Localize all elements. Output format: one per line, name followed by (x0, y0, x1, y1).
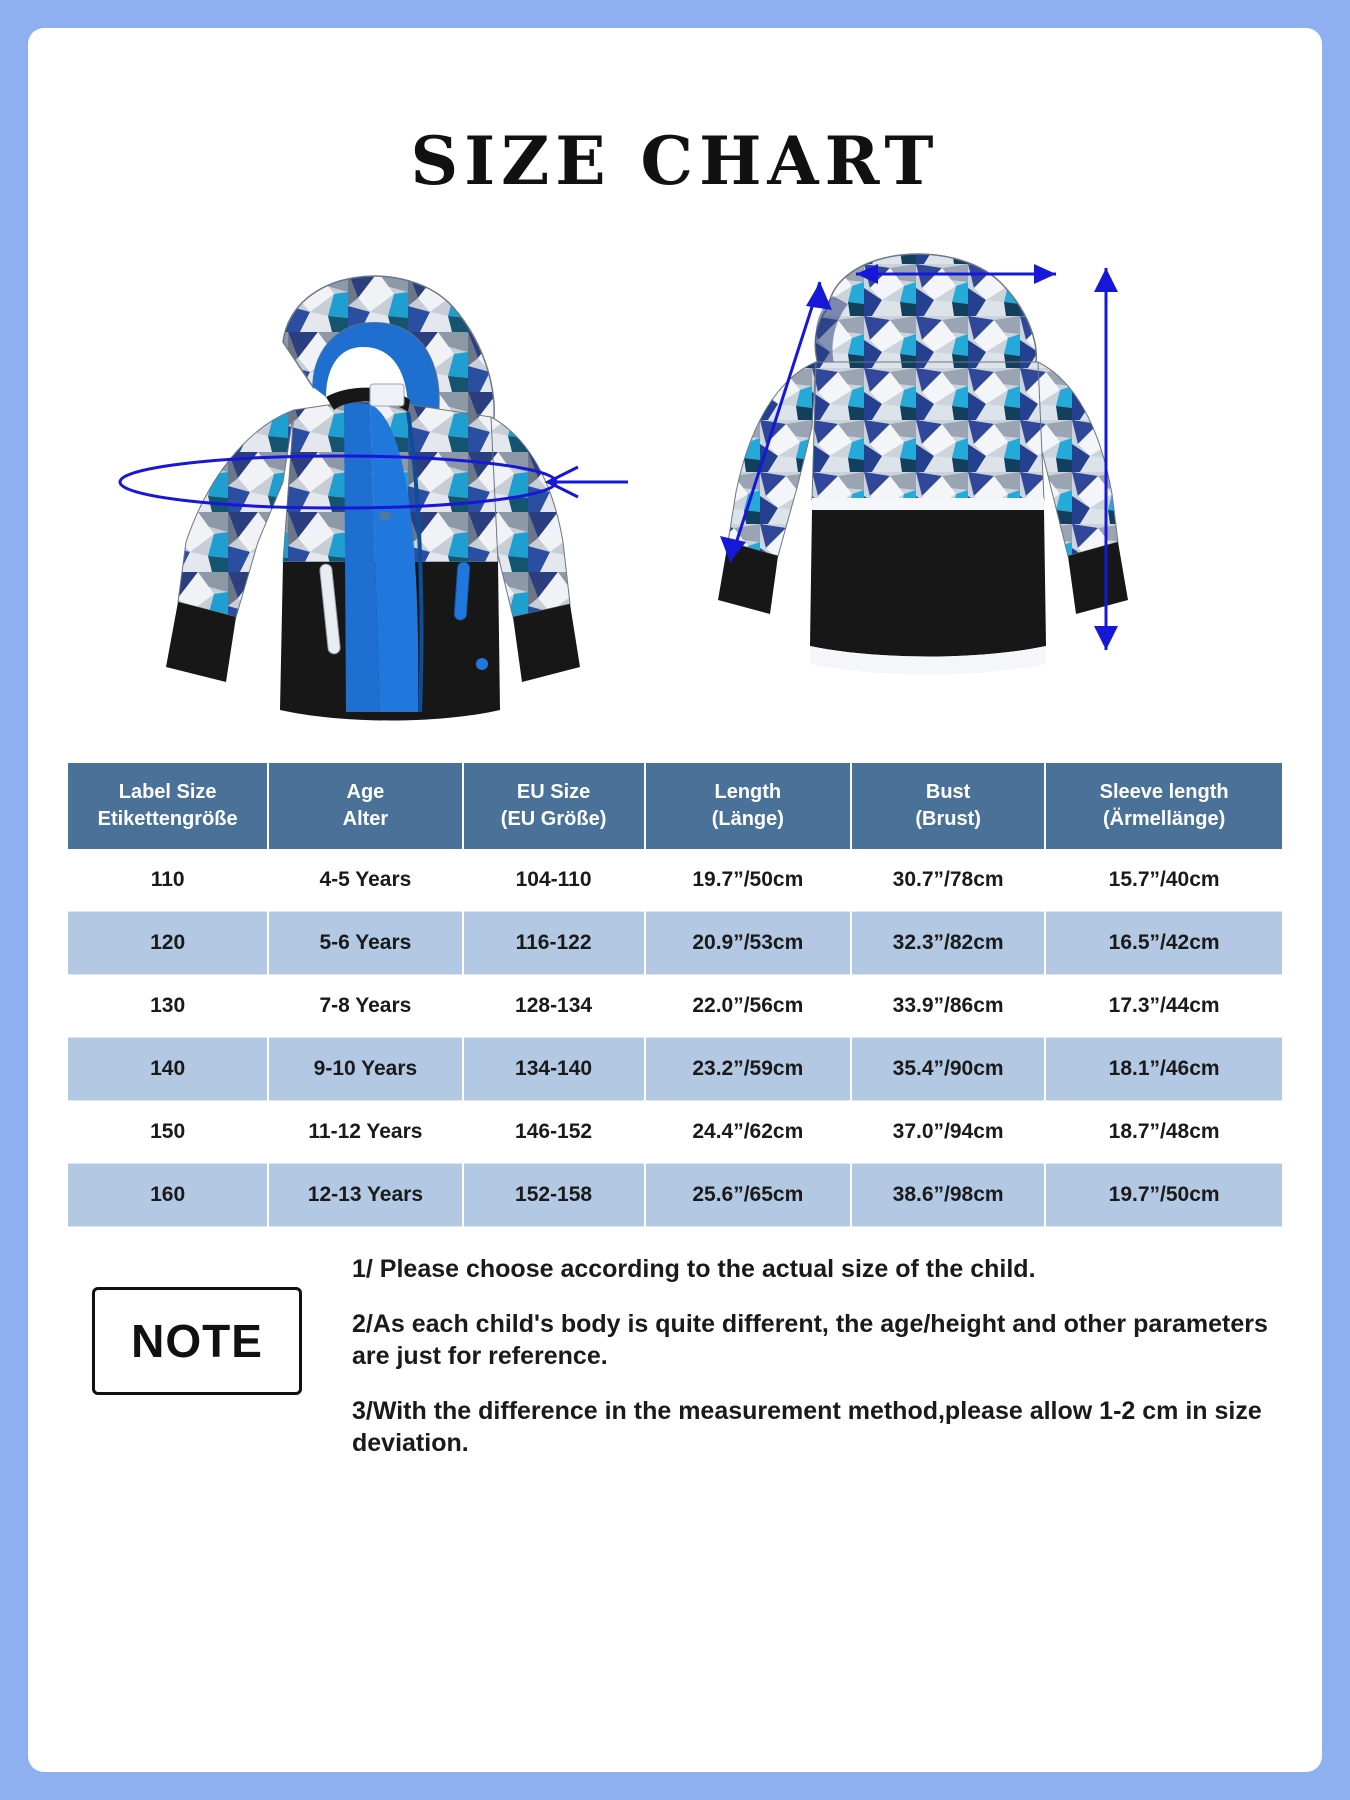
cell-age: 4-5 Years (268, 849, 462, 912)
note-item-2: 2/As each child's body is quite different, the age/height and other parameters are just for reference. (352, 1309, 1268, 1370)
table-row (68, 1038, 1282, 1101)
header-line-2: (EU Größe) (500, 808, 607, 830)
note-badge (92, 1287, 302, 1395)
cell-length: 25.6”/65cm (645, 1164, 851, 1227)
cell-eu-size: 152-158 (463, 1164, 645, 1227)
header-line-2: Alter (342, 808, 389, 830)
cell-label-size: 140 (68, 1038, 268, 1101)
header-line-1: Age (346, 781, 385, 803)
column-header-label-size (68, 763, 268, 849)
note-item-1: 1/ Please choose according to the actual size of the child. (352, 1255, 1036, 1283)
table-row (68, 1164, 1282, 1227)
cell-eu-size: 116-122 (463, 912, 645, 975)
cell-bust: 33.9”/86cm (851, 975, 1045, 1038)
cell-age: 12-13 Years (268, 1164, 462, 1227)
header-line-1: EU Size (516, 781, 591, 803)
cell-age: 11-12 Years (268, 1101, 462, 1164)
cell-bust: 32.3”/82cm (851, 912, 1045, 975)
cell-sleeve: 15.7”/40cm (1045, 849, 1282, 912)
table-row (68, 849, 1282, 912)
cell-bust: 37.0”/94cm (851, 1101, 1045, 1164)
jacket-back-view (708, 212, 1128, 692)
cell-sleeve: 16.5”/42cm (1045, 912, 1282, 975)
size-chart-sheet (28, 28, 1322, 1772)
cell-label-size: 120 (68, 912, 268, 975)
header-line-2: (Brust) (915, 808, 981, 830)
cell-bust: 30.7”/78cm (851, 849, 1045, 912)
cell-eu-size: 128-134 (463, 975, 645, 1038)
size-table (68, 763, 1282, 1227)
cell-sleeve: 18.1”/46cm (1045, 1038, 1282, 1101)
cell-length: 24.4”/62cm (645, 1101, 851, 1164)
header-line-1: Length (714, 781, 782, 803)
cell-eu-size: 146-152 (463, 1101, 645, 1164)
cell-bust: 35.4”/90cm (851, 1038, 1045, 1101)
header-line-1: Bust (925, 781, 971, 803)
illustration-area (68, 212, 1282, 757)
cell-age: 7-8 Years (268, 975, 462, 1038)
jacket-front-view (108, 212, 578, 752)
cell-age: 9-10 Years (268, 1038, 462, 1101)
note-item-3: 3/With the difference in the measurement method,please allow 1-2 cm in size deviation. (352, 1396, 1262, 1457)
header-line-1: Sleeve length (1099, 781, 1229, 803)
table-row (68, 1101, 1282, 1164)
cell-length: 19.7”/50cm (645, 849, 851, 912)
header-line-2: Etikettengröße (97, 808, 238, 830)
cell-age: 5-6 Years (268, 912, 462, 975)
column-header-sleeve-length (1045, 763, 1282, 849)
cell-bust: 38.6”/98cm (851, 1164, 1045, 1227)
header-line-2: (Länge) (711, 808, 784, 830)
page-title: SIZE CHART (410, 122, 940, 200)
cell-sleeve: 19.7”/50cm (1045, 1164, 1282, 1227)
cell-label-size: 110 (68, 849, 268, 912)
cell-length: 20.9”/53cm (645, 912, 851, 975)
cell-label-size: 130 (68, 975, 268, 1038)
cell-label-size: 150 (68, 1101, 268, 1164)
note-badge-label: NOTE (131, 1315, 263, 1367)
cell-length: 23.2”/59cm (645, 1038, 851, 1101)
table-header-row (68, 763, 1282, 849)
cell-eu-size: 104-110 (463, 849, 645, 912)
column-header-age (268, 763, 462, 849)
column-header-length (645, 763, 851, 849)
notes-section (68, 1253, 1282, 1460)
note-list (352, 1253, 1282, 1460)
column-header-eu-size (463, 763, 645, 849)
column-header-bust (851, 763, 1045, 849)
cell-sleeve: 17.3”/44cm (1045, 975, 1282, 1038)
header-line-2: (Ärmellänge) (1102, 808, 1226, 830)
table-row (68, 975, 1282, 1038)
header-line-1: Label Size (118, 781, 217, 803)
cell-label-size: 160 (68, 1164, 268, 1227)
cell-sleeve: 18.7”/48cm (1045, 1101, 1282, 1164)
cell-length: 22.0”/56cm (645, 975, 851, 1038)
table-row (68, 912, 1282, 975)
cell-eu-size: 134-140 (463, 1038, 645, 1101)
